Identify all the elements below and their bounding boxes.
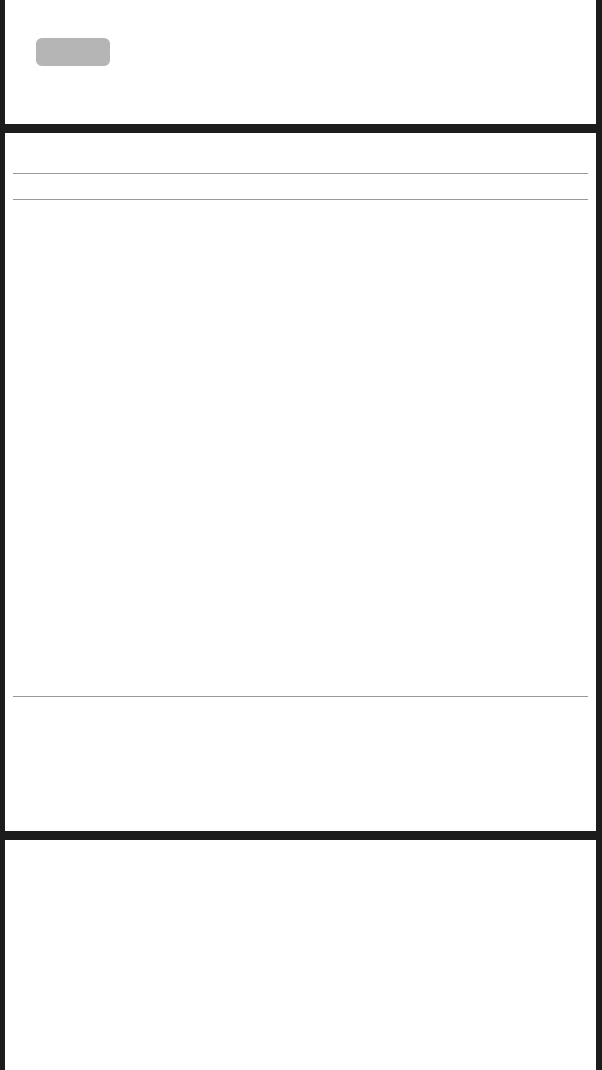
page-indicator[interactable] (36, 38, 110, 66)
statement-page-4 (5, 840, 596, 1070)
header-rule-top (13, 173, 588, 174)
statement-page-3 (5, 133, 596, 831)
totals-row (5, 699, 596, 711)
totals-rule (13, 696, 588, 697)
header-rule-bottom (13, 199, 588, 200)
